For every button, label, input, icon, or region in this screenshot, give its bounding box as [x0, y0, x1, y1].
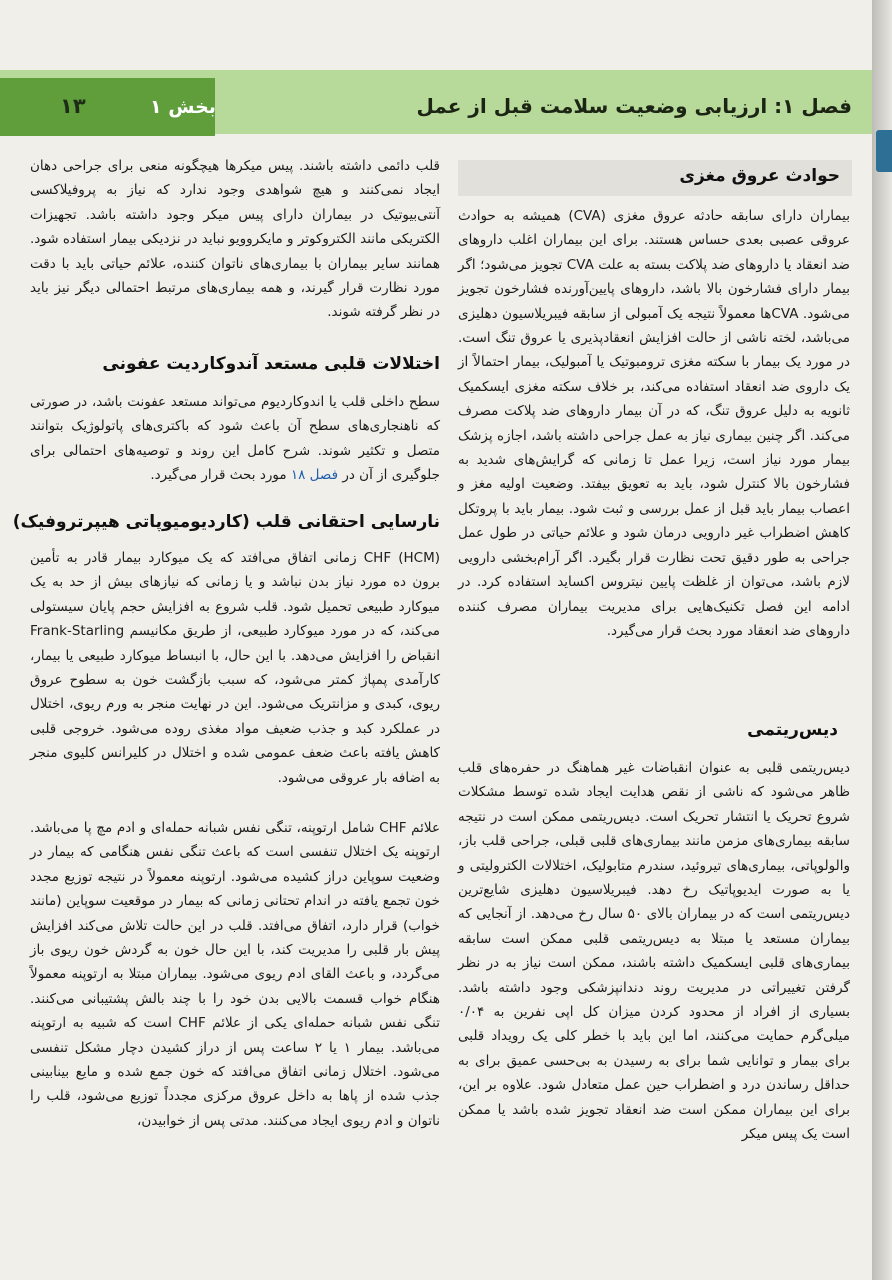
paragraph-text: دیس‌ریتمی قلبی به عنوان انقباضات غیر هماهنگ در حفره‌های قلب ظاهر می‌شود که ناشی از نقص هدایت ایجاد شده توسط مشکلات شروع تحریک یا انتشار تحریک است. دیس‌ریتمی ممکن است در نتیجه سابقه بیماری‌های مزمن مانند بیماری‌های قلبی قبلی، جراحی قلب باز، والولوپاتی، بیماری‌های تیروئید، سندرم متابولیک، اختلالات الکترولیتی و یا به صورت ایدیوپاتیک رخ دهد. فیبریلاسیون دهلیزی شایع‌ترین دیس‌ریتمی است که در بیماران بالای ۵۰ سال رخ می‌دهد. از آنجایی که بیماران مستعد یا مبتلا به دیس‌ریتمی قلبی ممکن است سابقه بیماری‌های قلبی ایسکمیک داشته باشند، ممکن است نیاز به در نظر گرفتن تغییراتی در مدیریت روند دندانپزشکی وجود داشته باشد. بسیاری از افراد از محدود کردن میزان کل اپی نفرین به ۰/۰۴ میلی‌گرم حمایت می‌کنند، اما این باید با خطر کلی یک رویداد قلبی برای بیمار و توانایی شما برای به رسیدن به بی‌حسی عمیق برای به حداقل رساندن درد و اضطراب حین عمل متعادل شود. علاوه بر این، برای این بیماران ممکن است ضد انعقاد تجویز شده باشد یا ممکن است یک پیس میکر: [458, 760, 850, 1143]
heading-chf: نارسایی احتقانی قلب (کاردیومیوپاتی هیپرتروفیک): [12, 512, 440, 532]
paragraph-text: قلب دائمی داشته باشند. پیس میکرها هیچگونه منعی برای جراحی دهان ایجاد نمی‌کنند و هیچ شواهدی وجود ندارد که نیاز به پروفیلاکسی آنتی‌بیوتیک در بیماران دارای پیس میکر وجود داشته باشد. تجهیزات الکتریکی مانند الکتروکوتر و مایکروویو نباید در نزدیکی بیمار استفاده شود. همانند سایر بیماران با بیماری‌های ناتوان کننده، علائم حیاتی باید با دقت مورد نظارت قرار گیرند، و همه بیماری‌های مرتبط احتمالی دیگر نیز باید در نظر گرفته شوند.: [30, 158, 440, 321]
heading-endocarditis: اختلالات قلبی مستعد آندوکاردیت عفونی: [102, 354, 440, 374]
paragraph-text: علائم CHF شامل ارتوپنه، تنگی نفس شبانه حمله‌ای و ادم مچ پا می‌باشد. ارتوپنه یک اختلال تنفسی است که باعث تنگی نفس هنگامی که بیمار در وضعیت سوپاین دراز کشیده می‌شود. ارتوپنه معمولاً در نتیجه توزیع مجدد خون تجمع یافته در اندام تحتانی زمانی که بیمار در موقعیت سوپاین (مانند خواب) قرار دارد، اتفاق می‌افتد. قلب در این حالت تلاش می‌کند افزایش پیش بار قلبی را مدیریت کند، با این حال خون به گردش خون ریوی باز می‌گردد، و باعث القای ادم ریوی می‌شود. بیماران مبتلا به ارتوپنه معمولاً هنگام خواب قسمت بالایی بدن خود را با چند بالش پشتیبانی می‌کنند. تنگی نفس شبانه حمله‌ای یکی از علائم CHF است که شبیه به ارتوپنه می‌باشد. بیمار ۱ یا ۲ ساعت پس از دراز کشیدن دچار مشکل تنفسی می‌شود. اختلال زمانی اتفاق می‌افتد که خون جمع شده و مایع بینابینی جذب شده از پاها به داخل عروق مرکزی مجدداً توزیع می‌شود، قلب را ناتوان و ادم ریوی ایجاد می‌کنند. مدتی پس از خوابیدن،: [30, 820, 441, 1129]
chapter-title: فصل ۱: ارزیابی وضعیت سلامت قبل از عمل: [416, 94, 852, 118]
paragraph-cva: [458, 204, 850, 643]
paragraph-endocarditis: [30, 390, 440, 488]
next-page-edge: [872, 0, 892, 1280]
page-number: ۱۳: [60, 94, 86, 118]
paragraph-chf-symptoms: [30, 816, 440, 1133]
paragraph-dysrhythmia: [458, 756, 850, 1147]
paragraph-chf: [30, 546, 440, 790]
chapter-tab-marker: [876, 130, 892, 172]
heading-cerebrovascular: حوادث عروق مغزی: [679, 166, 840, 186]
paragraph-text: بیماران دارای سابقه حادثه عروق مغزی (CVA) همیشه به حوادث عروقی عصبی بعدی حساس هستند. برای این بیماران اغلب داروهای ضد انعقاد یا داروهای ضد پلاکت بسته به علت CVA تجویز می‌شود؛ اگر بیمار دارای فشارخون بالا باشد، داروهای پایین‌آورنده فشارخون تجویز می‌شود. CVAها معمولاً نتیجه یک آمبولی از سابقه فیبریلاسیون دهلیزی می‌باشد، لخته ناشی از حالت افزایش انعقادپذیری یا عروق تنگ است. در مورد یک بیمار با سکته مغزی ترومبوتیک یا آمبولیک، بیمار احتمالاً از یک داروی ضد انعقاد استفاده می‌کند، بر خلاف سکته مغزی ایسکمیک ثانویه به دلیل عروق تنگ، که در آن بیمار داروهای ضد پلاکت مصرف می‌کند. اگر چنین بیماری نیاز به عمل جراحی داشته باشد، اجازه پزشک بیمار مورد نیاز است، زیرا عمل تا زمانی که گرایش‌های شدید به فشارخون بالا کنترل شود، باید به تعویق بیفتد. وضعیت اولیه مغز و اعصاب بیمار باید قبل از عمل بررسی و ثبت شود. بیمار باید با پروتکل کاهش اضطراب غیر دارویی درمان شود و علائم حیاتی در طول عمل جراحی به طور دقیق تحت نظارت قرار بگیرد. اگر آرام‌بخشی دارویی لازم باشد، می‌توان از غلظت پایین نیتروس اکساید استفاده کرد. در ادامه این فصل تکنیک‌هایی برای مدیریت بیماران مصرف کننده داروهای ضد انعقاد مورد بحث قرار می‌گیرد.: [458, 208, 850, 639]
section-label: بخش ۱: [150, 96, 216, 118]
paragraph-text: سطح داخلی قلب یا اندوکاردیوم می‌تواند مستعد عفونت باشد، در صورتی که ناهنجاری‌های سطح آن باعث شود که باکتری‌های پاتولوژیک بتوانند متصل و تکثیر شوند. شرح کامل این روند و توصیه‌های احتمالی برای جلوگیری از آن در: [30, 394, 440, 484]
paragraph-pacemaker: [30, 154, 440, 325]
paragraph-text: مورد بحث قرار می‌گیرد.: [150, 467, 291, 484]
chapter-link[interactable]: فصل ۱۸: [290, 467, 339, 484]
heading-dysrhythmia: دیس‌ریتمی: [747, 720, 838, 740]
paragraph-text: CHF (HCM) زمانی اتفاق می‌افتد که یک میوکارد بیمار قادر به تأمین برون ده مورد نیاز بدن نباشد و یا زمانی که نیازهای بیش از حد به یک میوکارد طبیعی تحمیل شود. قلب شروع به افزایش حجم پایان سیستولی می‌کند، که در مورد میوکارد طبیعی، از طریق مکانیسم Frank-Starling انقباض را افزایش می‌دهد. با این حال، با انبساط میوکارد طبیعی یا بیمار، کارآمدی پمپاژ کمتر می‌شود، که سبب بازگشت خون به سطوح عروق ریوی، کبدی و مزانتریک می‌شود. این در نهایت منجر به ورم ریوی، اختلال در عملکرد کبد و جذب ضعیف مواد مغذی روده می‌شود. خروجی قلبی کاهش یافته باعث ضعف عمومی شده و اختلال در کلیرانس کلیوی منجر به اضافه بار عروقی می‌شود.: [30, 550, 440, 786]
